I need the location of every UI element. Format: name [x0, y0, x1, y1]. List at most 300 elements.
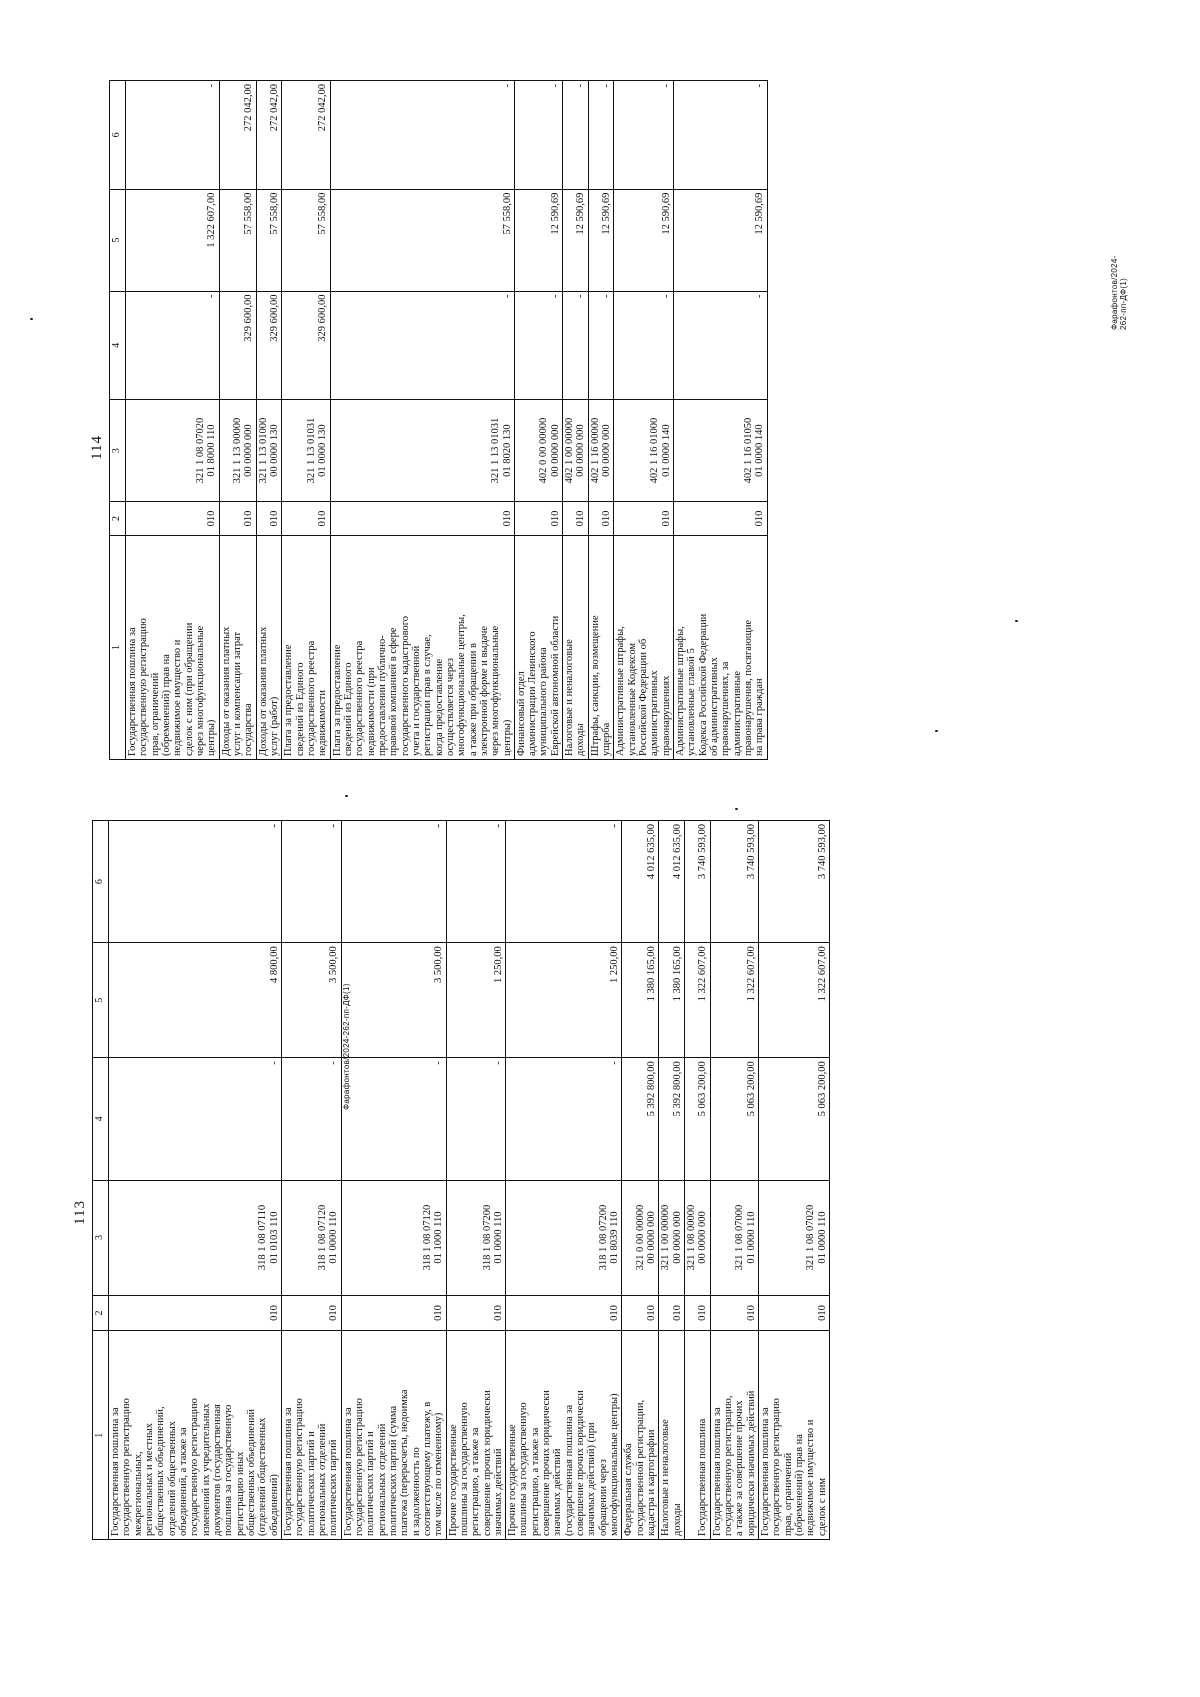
approved-amount: -	[563, 291, 589, 400]
budget-item-name-line: регистрацию, а также за	[470, 1427, 482, 1536]
line-code: 010	[514, 501, 562, 535]
executed-amount: 4 800,00	[109, 943, 282, 1058]
budget-classification-code-line: 00 0000 000	[671, 1211, 683, 1264]
budget-item-name	[622, 1331, 659, 1540]
budget-item-name-line: том числе по отмененному)	[433, 1412, 445, 1536]
table-row	[659, 821, 685, 1540]
budget-item-name-line: правонарушениях, за	[720, 661, 732, 756]
budget-item-name-line: Федеральная служба	[623, 1443, 635, 1536]
budget-item-name-line: Налоговые и неналоговые	[564, 639, 576, 756]
budget-item-name-line: регистрации прав в случае,	[422, 634, 434, 756]
budget-item-name	[282, 535, 330, 759]
budget-classification-code-line: 00 0000 000	[601, 424, 613, 477]
scan-speck	[935, 730, 938, 732]
table-row	[622, 821, 659, 1540]
table-row	[330, 81, 514, 760]
budget-item-name-line: центры)	[501, 719, 513, 756]
column-number: 2	[110, 501, 126, 535]
executed-amount: 1 322 607,00	[685, 943, 711, 1058]
column-number: 5	[110, 189, 126, 291]
approved-amount: 5 392 800,00	[659, 1058, 685, 1180]
budget-item-name-line: Налоговые и неналоговые	[660, 1419, 672, 1536]
unexecuted-amount: -	[614, 81, 674, 190]
unexecuted-amount: -	[588, 81, 614, 190]
budget-item-name	[109, 1331, 282, 1540]
line-code: 010	[622, 1295, 659, 1331]
budget-item-name-line: значимых действий	[492, 1448, 504, 1536]
executed-amount: 57 558,00	[282, 189, 330, 291]
approved-amount: 329 600,00	[282, 291, 330, 400]
table-row	[446, 821, 506, 1540]
budget-item-name-line: Финансовый отдел	[515, 671, 527, 756]
executed-amount: 1 380 165,00	[659, 943, 685, 1058]
budget-item-name-line: региональных и местных	[143, 1422, 155, 1536]
budget-item-name-line: пошлины за государственную	[458, 1402, 470, 1536]
budget-classification-code	[219, 400, 256, 502]
budget-item-name-line: недвижимое имущество и	[805, 1419, 817, 1536]
budget-classification-code	[506, 1180, 622, 1295]
budget-item-name	[710, 1331, 758, 1540]
budget-item-name-line: Российской Федерации об	[638, 638, 650, 756]
unexecuted-amount: -	[281, 821, 341, 943]
budget-classification-code-line: 01 8000 110	[206, 424, 218, 477]
budget-item-name-line: Государственная пошлина за	[760, 1407, 772, 1536]
footer-stamp: Фарафонтов/2024-262-пп-ДФ(1)	[1110, 255, 1128, 330]
table-row	[710, 821, 758, 1540]
budget-item-name-line: Государственная пошлина за	[127, 627, 138, 756]
budget-classification-code-line: 402 1 16 01050	[743, 417, 755, 484]
unexecuted-amount: 3 740 593,00	[710, 821, 758, 943]
line-code: 010	[506, 1295, 622, 1331]
budget-item-name-line: Кодекса Российской Федерации	[697, 613, 709, 756]
budget-item-name-line: когда предоставление	[433, 658, 445, 756]
budget-item-name-line: соответствующему платежу, в	[421, 1401, 433, 1536]
column-number: 4	[110, 291, 126, 400]
table-header	[93, 821, 109, 1540]
approved-amount: -	[506, 1058, 622, 1180]
budget-item-name-line: Государственная пошлина за	[282, 1407, 294, 1536]
budget-item-name	[446, 1331, 506, 1540]
unexecuted-amount: 272 042,00	[282, 81, 330, 190]
budget-classification-code	[588, 400, 614, 502]
budget-classification-code-line: 00 0000 130	[268, 424, 280, 477]
budget-classification-code	[614, 400, 674, 502]
executed-amount: 12 590,69	[514, 189, 562, 291]
column-number: 6	[93, 821, 109, 943]
budget-item-name-line: юридически значимых действий	[745, 1390, 757, 1536]
column-number: 3	[110, 400, 126, 502]
unexecuted-amount: 4 012 635,00	[659, 821, 685, 943]
budget-classification-code-line: 402 1 16 00000	[589, 417, 601, 484]
budget-item-name-line: государственного реестра	[354, 640, 366, 756]
budget-classification-code	[126, 400, 220, 502]
executed-amount: 12 590,69	[614, 189, 674, 291]
budget-classification-code-line: 01 0000 110	[745, 1211, 757, 1264]
page-number: 114	[89, 435, 105, 460]
budget-item-name-line: кадастра и картографии	[646, 1429, 658, 1536]
budget-item-name-line: Административные штрафы,	[675, 626, 687, 756]
budget-item-name-line: документов (государственная	[211, 1404, 223, 1536]
budget-item-name-line: муниципального района	[538, 647, 550, 756]
budget-classification-code	[659, 1180, 685, 1295]
budget-classification-code-line: 402 1 16 01000	[649, 417, 661, 484]
budget-classification-code-line: 01 0000 140	[660, 424, 672, 477]
budget-item-name-line: совершение прочих юридически	[575, 1390, 587, 1536]
line-code: 010	[330, 501, 514, 535]
line-code: 010	[219, 501, 256, 535]
budget-item-name-line: административных	[649, 670, 661, 756]
table-body	[126, 81, 768, 760]
budget-item-name-line: учета и государственной	[410, 645, 422, 756]
unexecuted-amount: -	[674, 81, 768, 190]
unexecuted-amount: -	[506, 821, 622, 943]
budget-item-name-line: предоставлении публично-	[376, 635, 388, 756]
approved-amount: 329 600,00	[256, 291, 282, 400]
budget-item-name-line: совершение прочих юридически	[481, 1390, 493, 1536]
budget-classification-code-line: 321 1 00 00000	[660, 1204, 672, 1271]
budget-classification-code-line: 00 0000 000	[549, 424, 561, 477]
budget-classification-code-line: 01 0000 140	[754, 424, 766, 477]
budget-item-name-line: Доходы от оказания платных	[220, 626, 232, 756]
unexecuted-amount: 272 042,00	[256, 81, 282, 190]
budget-classification-code-line: 00 0000 000	[575, 424, 587, 477]
budget-item-name-line: доходы	[671, 1503, 683, 1536]
budget-item-name	[659, 1331, 685, 1540]
approved-amount: -	[614, 291, 674, 400]
executed-amount: 1 322 607,00	[759, 943, 830, 1058]
table-row	[563, 81, 589, 760]
table-row	[588, 81, 614, 760]
budget-classification-code-line: 318 1 08 07120	[421, 1204, 433, 1271]
budget-item-name-line: регистрацию иных	[234, 1451, 246, 1536]
budget-item-name-line: центры)	[206, 719, 218, 756]
budget-classification-code-line: 318 1 08 07110	[257, 1204, 269, 1271]
budget-item-name-line: изменений их учредительных	[200, 1403, 212, 1536]
budget-item-name	[563, 535, 589, 759]
unexecuted-amount: -	[109, 821, 282, 943]
table-row	[282, 81, 330, 760]
budget-item-name-line: Государственная пошлина за	[711, 1407, 723, 1536]
line-code: 010	[674, 501, 768, 535]
budget-classification-code-line: 00 0000 000	[697, 1211, 709, 1264]
executed-amount: 12 590,69	[588, 189, 614, 291]
budget-item-name-line: прав, ограничений	[782, 1452, 794, 1536]
budget-item-name-line: регистрацию, а также за	[529, 1427, 541, 1536]
line-code: 010	[282, 501, 330, 535]
budget-item-name-line: многофункциональные центры)	[609, 1393, 621, 1536]
budget-item-name-line: сделок с ним (при обращении	[183, 622, 195, 756]
approved-amount: -	[446, 1058, 506, 1180]
column-number: 3	[93, 1180, 109, 1295]
budget-item-name-line: а также при обращении в	[467, 643, 479, 756]
approved-amount: -	[514, 291, 562, 400]
budget-classification-code	[341, 1180, 446, 1295]
budget-classification-code	[282, 400, 330, 502]
table-row	[219, 81, 256, 760]
budget-item-name-line: и задолженность по	[410, 1447, 422, 1536]
unexecuted-amount: -	[330, 81, 514, 190]
approved-amount: -	[330, 291, 514, 400]
budget-item-name-line: государственную регистрацию,	[723, 1395, 735, 1536]
budget-item-name-line: политических партий и	[305, 1431, 317, 1536]
budget-classification-code-line: 00 0000 000	[646, 1211, 658, 1264]
budget-item-name-line: Государственная пошлина за	[110, 1407, 121, 1536]
budget-item-name-line: государственную регистрацию	[294, 1398, 306, 1536]
budget-classification-code-line: 321 1 08 07020	[194, 417, 206, 484]
column-number: 5	[93, 943, 109, 1058]
approved-amount: -	[588, 291, 614, 400]
budget-item-name	[588, 535, 614, 759]
budget-item-name-line: многофункциональные центры,	[456, 614, 468, 756]
revenue-table	[92, 820, 830, 1540]
budget-item-name-line: государственную регистрацию	[121, 1398, 133, 1536]
budget-classification-code-line: 01 1000 110	[433, 1211, 445, 1264]
column-number: 6	[110, 81, 126, 190]
budget-item-name-line: об административных	[709, 657, 721, 756]
line-code: 010	[256, 501, 282, 535]
budget-classification-code	[256, 400, 282, 502]
budget-item-name-line: общественных объединений	[245, 1409, 257, 1536]
budget-item-name	[674, 535, 768, 759]
table-header	[110, 81, 126, 760]
executed-amount: 57 558,00	[256, 189, 282, 291]
budget-item-name-line: политических партий (сумма	[387, 1405, 399, 1536]
executed-amount: 57 558,00	[219, 189, 256, 291]
budget-item-name	[330, 535, 514, 759]
table-row	[341, 821, 446, 1540]
executed-amount: 1 322 607,00	[710, 943, 758, 1058]
budget-item-name-line: (обременений) прав на	[794, 1434, 806, 1536]
budget-item-name-line: государственную регистрацию	[771, 1398, 783, 1536]
budget-item-name	[685, 1331, 711, 1540]
table-row	[674, 81, 768, 760]
budget-item-name-line: недвижимости	[317, 690, 329, 756]
budget-classification-code-line: 01 0000 110	[328, 1211, 340, 1264]
budget-classification-code-line: 01 0103 110	[268, 1211, 280, 1264]
line-code: 010	[588, 501, 614, 535]
budget-item-name-line: совершение прочих юридически	[541, 1390, 553, 1536]
table-row	[759, 821, 830, 1540]
budget-item-name-line: пошлина за государственную	[223, 1404, 235, 1536]
budget-item-name-line: межрегиональных,	[132, 1451, 144, 1536]
budget-classification-code	[446, 1180, 506, 1295]
line-code: 010	[659, 1295, 685, 1331]
budget-item-name-line: (государственная пошлина за	[563, 1404, 575, 1536]
revenue-table	[109, 80, 768, 760]
budget-item-name-line: Административные штрафы,	[615, 626, 627, 756]
budget-classification-code-line: 01 0000 110	[816, 1211, 828, 1264]
budget-item-name-line: значимых действий	[552, 1448, 564, 1536]
budget-item-name-line: государственную регистрацию	[189, 1398, 201, 1536]
budget-item-name	[614, 535, 674, 759]
table-row	[281, 821, 341, 1540]
table-row	[506, 821, 622, 1540]
budget-item-name-line: Штрафы, санкции, возмещение	[589, 615, 601, 756]
budget-item-name-line: объединений, а также за	[177, 1427, 189, 1536]
table-row	[685, 821, 711, 1540]
budget-item-name-line: региональных отделений	[316, 1423, 328, 1536]
budget-item-name-line: государственной регистрации,	[634, 1399, 646, 1536]
budget-item-name	[341, 1331, 446, 1540]
budget-item-name-line: Плата за предоставление	[331, 644, 343, 756]
budget-classification-code-line: 402 0 00 00000	[538, 417, 550, 484]
budget-classification-code-line: 01 0000 110	[492, 1211, 504, 1264]
executed-amount: 12 590,69	[563, 189, 589, 291]
budget-classification-code	[563, 400, 589, 502]
table-row	[514, 81, 562, 760]
approved-amount: -	[674, 291, 768, 400]
budget-item-name-line: Государственная пошлина за	[342, 1407, 354, 1536]
budget-item-name-line: прав, ограничений	[149, 672, 161, 756]
unexecuted-amount: -	[446, 821, 506, 943]
budget-item-name-line: ущерба	[601, 722, 613, 756]
budget-item-name-line: недвижимое имущество и	[172, 639, 184, 756]
unexecuted-amount: -	[563, 81, 589, 190]
budget-item-name	[281, 1331, 341, 1540]
budget-classification-code-line: 321 1 13 01031	[305, 417, 317, 484]
budget-classification-code-line: 321 0 00 00000	[634, 1204, 646, 1271]
budget-classification-code-line: 01 8020 130	[501, 424, 513, 477]
approved-amount: 5 063 200,00	[710, 1058, 758, 1180]
budget-item-name-line: на права граждан	[754, 678, 766, 756]
budget-item-name-line: услуг и компенсации затрат	[231, 631, 243, 756]
budget-classification-code-line: 321 1 08 00000	[686, 1204, 698, 1271]
approved-amount: 5 063 200,00	[685, 1058, 711, 1180]
budget-item-name-line: государственного кадастрового	[399, 615, 411, 756]
budget-item-name-line: административные	[731, 670, 743, 756]
budget-item-name	[126, 535, 220, 759]
line-code: 010	[109, 1295, 282, 1331]
line-code: 010	[341, 1295, 446, 1331]
line-code: 010	[563, 501, 589, 535]
budget-item-name-line: государственную регистрацию	[353, 1398, 365, 1536]
budget-classification-code	[685, 1180, 711, 1295]
budget-item-name-line: правонарушения, посягающие	[743, 619, 755, 756]
budget-item-name-line: государственную регистрацию	[138, 618, 150, 756]
budget-item-name-line: пошлины за государственную	[518, 1402, 530, 1536]
budget-item-name-line: а также за совершение прочих	[734, 1400, 746, 1536]
budget-classification-code	[330, 400, 514, 502]
budget-item-name-line: политических партий и	[365, 1431, 377, 1536]
budget-classification-code-line: 321 1 13 01031	[490, 417, 502, 484]
column-number: 4	[93, 1058, 109, 1180]
line-code: 010	[614, 501, 674, 535]
unexecuted-amount: 272 042,00	[219, 81, 256, 190]
unexecuted-amount: 3 740 593,00	[685, 821, 711, 943]
budget-item-name-line: Доходы от оказания платных	[257, 626, 269, 756]
budget-classification-code-line: 01 8039 110	[609, 1211, 621, 1264]
unexecuted-amount: 3 740 593,00	[759, 821, 830, 943]
budget-item-name-line: установленные Кодексом	[626, 642, 638, 756]
column-number: 1	[110, 535, 126, 759]
budget-classification-code-line: 321 1 13 01000	[257, 417, 269, 484]
approved-amount: -	[126, 291, 220, 400]
unexecuted-amount: 4 012 635,00	[622, 821, 659, 943]
budget-item-name-line: государственного реестра	[305, 640, 317, 756]
budget-item-name	[219, 535, 256, 759]
budget-classification-code-line: 321 1 08 07020	[805, 1204, 817, 1271]
executed-amount: 57 558,00	[330, 189, 514, 291]
scan-speck	[1015, 620, 1018, 622]
approved-amount: 329 600,00	[219, 291, 256, 400]
budget-item-name-line: доходы	[575, 723, 587, 756]
budget-item-name-line: (отделений общественных	[257, 1417, 269, 1536]
line-code: 010	[446, 1295, 506, 1331]
line-code: 010	[759, 1295, 830, 1331]
executed-amount: 1 250,00	[446, 943, 506, 1058]
executed-amount: 1 250,00	[506, 943, 622, 1058]
table-row	[614, 81, 674, 760]
approved-amount: 5 063 200,00	[759, 1058, 830, 1180]
document-page-114	[89, 80, 766, 760]
budget-item-name-line: (обременений) прав на	[160, 654, 172, 756]
budget-item-name-line: через многофункциональные	[194, 625, 206, 756]
line-code: 010	[281, 1295, 341, 1331]
budget-classification-code	[759, 1180, 830, 1295]
budget-item-name-line: сделок с ним	[816, 1477, 828, 1536]
budget-classification-code	[514, 400, 562, 502]
budget-classification-code	[109, 1180, 282, 1295]
unexecuted-amount: -	[341, 821, 446, 943]
budget-classification-code	[710, 1180, 758, 1295]
budget-item-name	[256, 535, 282, 759]
budget-item-name-line: отделений общественных	[166, 1421, 178, 1536]
budget-classification-code	[674, 400, 768, 502]
approved-amount: -	[281, 1058, 341, 1180]
approved-amount: -	[341, 1058, 446, 1180]
budget-item-name-line: Прочие государственные	[447, 1424, 459, 1536]
line-code: 010	[126, 501, 220, 535]
executed-amount: 1 322 607,00	[126, 189, 220, 291]
budget-item-name-line: через многофункциональные	[490, 625, 502, 756]
budget-item-name-line: сведений из Единого	[342, 662, 354, 756]
line-code: 010	[685, 1295, 711, 1331]
budget-classification-code	[622, 1180, 659, 1295]
approved-amount: -	[109, 1058, 282, 1180]
scan-speck	[345, 795, 348, 797]
budget-classification-code-line: 318 1 08 07120	[316, 1204, 328, 1271]
budget-item-name-line: платежа (перерасчеты, недоимка	[399, 1389, 411, 1536]
budget-item-name-line: значимых действий) (при	[586, 1422, 598, 1536]
budget-item-name-line: Прочие государственные	[507, 1424, 519, 1536]
budget-item-name-line: государства	[243, 703, 255, 756]
table-row	[256, 81, 282, 760]
scan-speck	[735, 808, 738, 810]
budget-item-name-line: услуг (работ)	[268, 696, 280, 756]
budget-classification-code-line: 318 1 08 07200	[597, 1204, 609, 1271]
budget-item-name-line: осуществляется через	[444, 657, 456, 756]
table-row	[126, 81, 220, 760]
budget-item-name-line: сведений из Единого	[294, 662, 306, 756]
budget-classification-code-line: 402 1 00 00000	[564, 417, 576, 484]
budget-classification-code-line: 318 1 08 07200	[481, 1204, 493, 1271]
executed-amount: 12 590,69	[674, 189, 768, 291]
executed-amount: 3 500,00	[341, 943, 446, 1058]
budget-item-name-line: правовой компанией в сфере	[388, 627, 400, 756]
budget-item-name-line: общественных объединений,	[155, 1406, 167, 1536]
budget-item-name-line: установленные главой 5	[686, 648, 698, 756]
budget-item-name-line: обращении через	[597, 1459, 609, 1536]
budget-item-name-line: администрации Ленинского	[527, 631, 539, 756]
budget-item-name-line: Еврейской автономной области	[549, 615, 561, 756]
budget-classification-code-line: 321 1 13 00000	[231, 417, 243, 484]
budget-item-name-line: электронной форме и выдаче	[478, 626, 490, 756]
unexecuted-amount: -	[126, 81, 220, 190]
column-number: 2	[93, 1295, 109, 1331]
budget-item-name-line: региональных отделений	[376, 1423, 388, 1536]
budget-item-name	[506, 1331, 622, 1540]
budget-classification-code-line: 321 1 08 07000	[734, 1204, 746, 1271]
